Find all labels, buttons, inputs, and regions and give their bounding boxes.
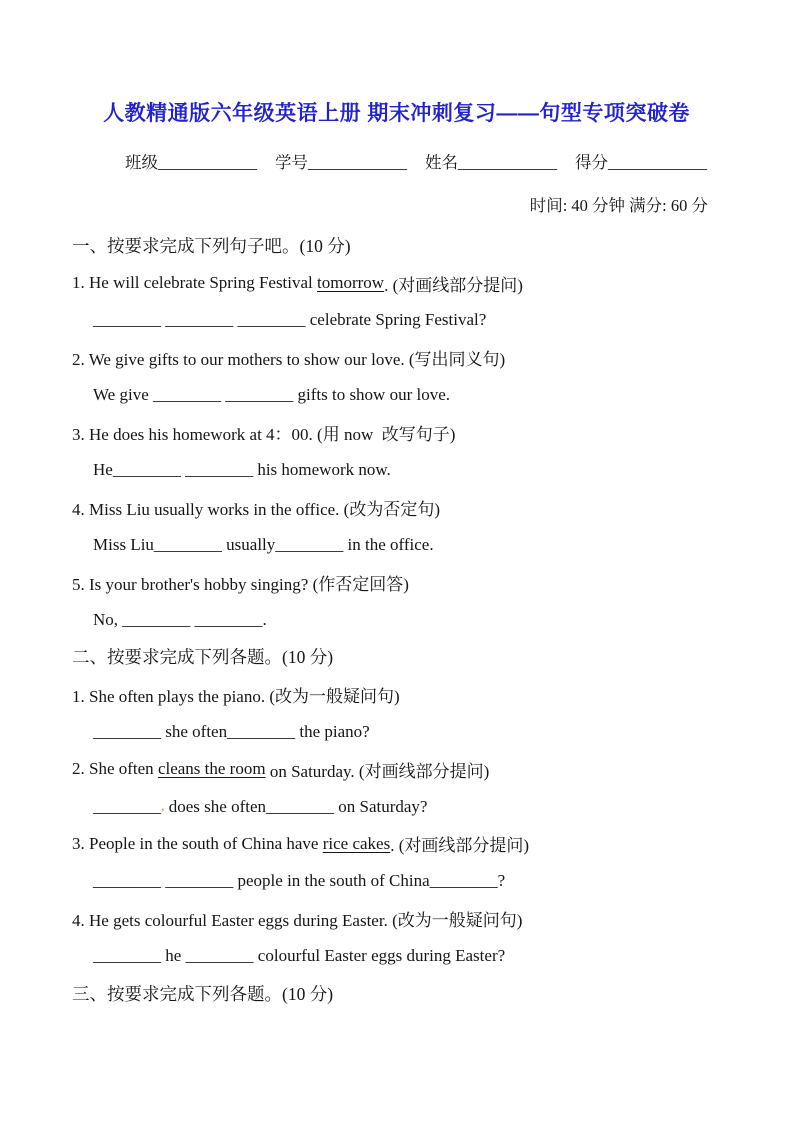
section-heading: 二、按要求完成下列各题。(10 分) [72, 647, 334, 668]
form-field-label: 得分 [575, 153, 608, 172]
text-segment: No, ________ ________. [93, 609, 267, 629]
text-segment: 5. Is your brother's hobby singing? (作否定回答) [72, 574, 409, 594]
answer-line [0, 302, 793, 339]
form-field [425, 149, 557, 173]
answer-line [0, 526, 793, 563]
text-segment: 2. She often [72, 759, 158, 779]
text-segment: on Saturday. (对画线部分提问) [265, 761, 490, 781]
text-segment: 1. She often plays the piano. (改为一般疑问句) [72, 686, 400, 706]
underlined-phrase: tomorrow [317, 273, 385, 293]
form-field [125, 149, 257, 173]
question-prompt [0, 339, 793, 376]
text-segment: ________ he ________ colourful Easter eggs during Easter? [93, 946, 506, 966]
form-field-blank: ____________ [308, 153, 407, 172]
question-prompt [0, 676, 793, 713]
answer-line [0, 451, 793, 488]
form-field [575, 149, 707, 173]
text-segment: Miss Liu________ usually________ in the office. [93, 534, 434, 554]
exam-content [0, 227, 793, 1012]
section-heading: 三、按要求完成下列各题。(10 分) [72, 984, 334, 1004]
text-segment: 1. He will celebrate Spring Festival [72, 273, 318, 293]
text-segment: 3. People in the south of China have [72, 833, 323, 853]
text-segment: 3. He does his homework at 4：00. (用 now 改写句子) [72, 425, 456, 445]
answer-line [0, 937, 793, 974]
form-field [275, 149, 407, 173]
question-prompt [0, 264, 793, 301]
answer-line [0, 713, 793, 750]
form-field-blank: ____________ [158, 153, 257, 172]
question-prompt [0, 414, 793, 451]
text-segment: We give ________ ________ gifts to show our love. [93, 385, 451, 405]
form-field-label: 班级 [125, 153, 158, 172]
text-segment: . (对画线部分提问) [390, 836, 530, 856]
form-field-label: 姓名 [425, 153, 458, 172]
text-segment: ________ ________ people in the south of China________? [93, 871, 506, 891]
text-segment: . (对画线部分提问) [384, 275, 523, 295]
answer-line [0, 788, 793, 825]
form-field-blank: ____________ [458, 153, 557, 172]
text-segment: ________ ________ ________ celebrate Spring Festival? [93, 310, 487, 330]
form-field-label: 学号 [275, 153, 308, 172]
section-heading: 一、按要求完成下列句子吧。(10 分) [72, 236, 351, 257]
faint-mark: , [161, 798, 165, 814]
text-segment: ________ [93, 796, 161, 816]
text-segment: ________ she often________ the piano? [93, 721, 370, 741]
question-prompt [0, 750, 793, 787]
form-field-blank: ____________ [608, 153, 707, 172]
answer-line [0, 377, 793, 414]
question-prompt [0, 900, 793, 937]
question-prompt [0, 489, 793, 526]
text-segment: does she often________ on Saturday? [164, 796, 428, 816]
text-segment: He________ ________ his homework now. [93, 460, 391, 480]
answer-line [0, 863, 793, 900]
question-prompt [0, 564, 793, 601]
exam-title: 人教精通版六年级英语上册 期末冲刺复习——句型专项突破卷 [103, 102, 690, 125]
text-segment: 4. Miss Liu usually works in the office. (改为否定句) [72, 499, 440, 519]
student-info-line [0, 148, 793, 174]
text-segment: 4. He gets colourful Easter eggs during Easter. (改为一般疑问句) [72, 911, 523, 931]
time-score-line: 时间: 40 分钟 满分: 60 分 [529, 196, 708, 215]
underlined-phrase: rice cakes [322, 833, 391, 853]
text-segment: 2. We give gifts to our mothers to show our love. (写出同义句) [72, 350, 506, 370]
answer-line [0, 601, 793, 638]
question-prompt [0, 825, 793, 862]
underlined-phrase: cleans the room [157, 759, 266, 779]
